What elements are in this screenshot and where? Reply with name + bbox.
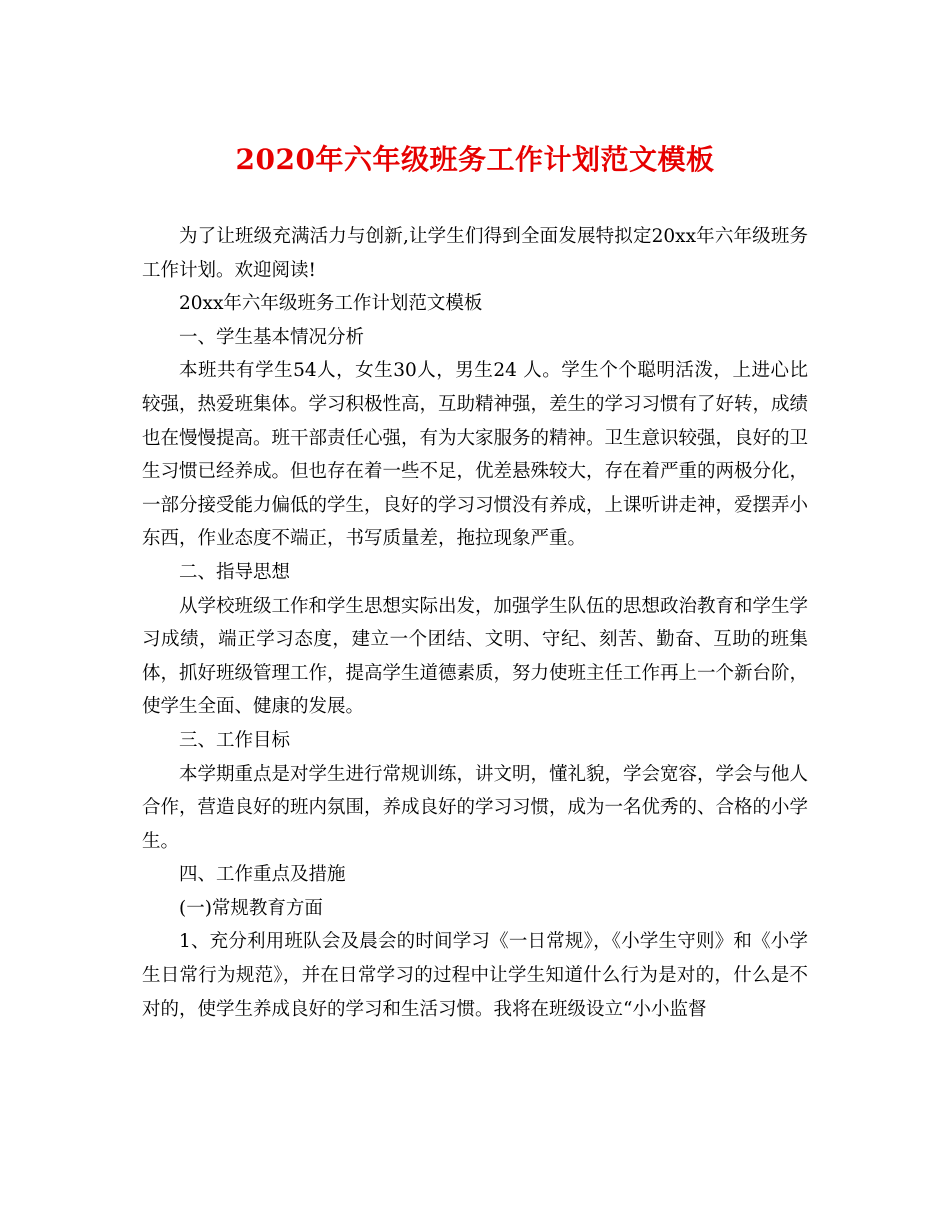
document-body xyxy=(142,220,808,1026)
section-2-paragraph: 从学校班级工作和学生思想实际出发，加强学生队伍的思想政治教育和学生学习成绩，端正学习态度，建立一个团结、文明、守纪、刻苦、勤奋、互助的班集体，抓好班级管理工作，提高学生道德素质，努力使班主任工作再上一个新台阶，使学生全面、健康的发展。 xyxy=(142,595,809,718)
section-1-paragraph: 本班共有学生54人，女生30人，男生24 人。学生个个聪明活泼，上进心比较强，热爱班集体。学习积极性高，互助精神强，差生的学习习惯有了好转，成绩也在慢慢提高。班干部责任心强，有为大家服务的精神。卫生意识较强，良好的卫生习惯已经养成。但也存在着一些不足，优差悬殊较大，存在着严重的两极分化，一部分接受能力偏低的学生，良好的学习习惯没有养成，上课听讲走神，爱摆弄小东西，作业态度不端正，书写质量差，拖拉现象严重。 xyxy=(142,360,809,550)
section-heading-1: 一、学生基本情况分析 xyxy=(179,326,365,348)
subsection-heading-1: (一)常规教育方面 xyxy=(179,897,323,919)
subtitle-line: 20xx年六年级班务工作计划范文模板 xyxy=(179,293,483,315)
document-title: 2020年六年级班务工作计划范文模板 xyxy=(235,143,715,176)
section-heading-2: 二、指导思想 xyxy=(179,561,291,583)
section-heading-3: 三、工作目标 xyxy=(179,729,291,751)
section-heading-4: 四、工作重点及措施 xyxy=(179,864,346,886)
section-3-paragraph: 本学期重点是对学生进行常规训练，讲文明，懂礼貌，学会宽容，学会与他人合作，营造良好的班内氛围，养成良好的学习习惯，成为一名优秀的、合格的小学生。 xyxy=(142,763,809,852)
intro-paragraph: 为了让班级充满活力与创新,让学生们得到全面发展特拟定20xx年六年级班务工作计划。欢迎阅读! xyxy=(142,226,808,281)
subsection-1-paragraph: 1、充分利用班队会及晨会的时间学习《一日常规》，《小学生守则》和《小学生日常行为规范》，并在日常学习的过程中让学生知道什么行为是对的，什么是不对的，使学生养成良好的学习和生活习惯。我将在班级设立“小小监督 xyxy=(142,931,808,1020)
